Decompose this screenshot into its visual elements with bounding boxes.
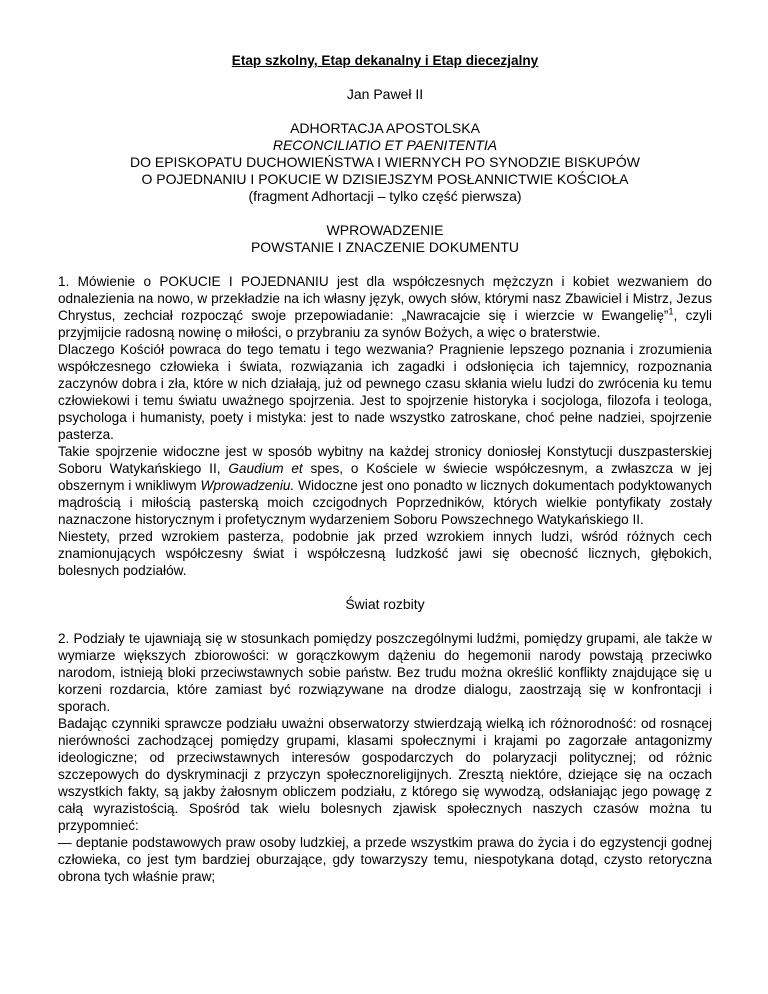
paragraph-1: 1. Mówienie o POKUCIE I POJEDNANIU jest dla współczesnych mężczyzn i kobiet wezwaniem do odnalezienia na nowo, w przekładzie na ich własny język, owych słów, którymi nasz Zbawiciel i Mistrz, Jezus Chrystus, zechciał rozpocząć swoje przepowiadanie: „Nawracajcie się i wierzcie w Ewangelię”$^1$, czyli przyjmijcie radosną nowinę o miłości, o przybraniu za synów Bożych, a więc o braterstwie. [58, 274, 713, 340]
document-header [58, 52, 712, 256]
latin-title-line: RECONCILIATIO ET PAENITENTIA [272, 137, 498, 153]
addressees-line: DO EPISKOPATU DUCHOWIEŃSTWA I WIERNYCH PO SYNODZIE BISKUPÓW [129, 154, 640, 170]
section-heading: Świat rozbity [345, 596, 425, 612]
paragraph-6: Badając czynniki sprawcze podziału uważni obserwatorzy stwierdzają wielką ich różnorodność: od rosnącej nierówności zachodzącej pomiędzy grupami, klasami społecznymi i krajami po zagorzałe antagonizmy ideologiczne; od przeciwstawnych interesów gospodarczych do polaryzacji politycznej; od różnic szczepowych do dyskryminacji z przyczyn społecznoreligijnych. Zresztą niektóre, dziejące się na oczach wszystkich fakty, są jakby żałosnym obliczem podziału, z którego się wywodzą, odsłaniając jego powagę z całą wyrazistością. Spośród tak wielu bolesnych zjawisk społecznych naszych czasów można tu przypomnieć: [58, 716, 712, 833]
paragraph-3: Takie spojrzenie widoczne jest w sposób wybitny na każdej stronicy doniosłej Konstytucji duszpasterskiej Soboru Watykańskiego II, Gaudium et spes, o Kościele w świecie współczesnym, a zwłaszcza w jej obszernym i wnikliwym Wprowadzeniu. Widoczne jest ono ponadto w licznych dokumentach podyktowanych mądrością i miłością pasterską moich czcigodnych Poprzedników, których wielkie pontyfikaty zostały naznaczone historycznym i profetycznym wydarzeniem Soboru Powszechnego Watykańskiego II. [58, 444, 712, 527]
subject-line: O POJEDNANIU I POKUCIE W DZISIEJSZYM POSŁANNICTWIE KOŚCIOŁA [141, 171, 629, 187]
paragraph-7: — deptanie podstawowych praw osoby ludzkiej, a przede wszystkim prawa do życia i do egzystencji godnej człowieka, co jest tym bardziej oburzające, gdy towarzyszy temu, niespotykana dotąd, czysto retoryczna obrona tych właśnie praw; [58, 835, 712, 884]
paragraph-4: Niestety, przed wzrokiem pasterza, podobnie jak przed wzrokiem innych ludzi, wśród różnych cech znamionujących współczesny świat i współczesną ludzkość jawi się obecność licznych, głębokich, bolesnych podziałów. [58, 529, 712, 578]
paragraph-5: 2. Podziały te ujawniają się w stosunkach pomiędzy poszczególnymi ludźmi, pomiędzy grupami, ale także w wymiarze większych zbiorowości: w gorączkowym dążeniu do hegemonii narody powstają przeciwko narodom, istnieją bloki przeciwstawnych sobie państw. Bez trudu można określić konflikty znajdujące się u korzeni rozdarcia, które zamiast być rozwiązywane na drodze dialogu, zaostrzają się w konfrontacji i sporach. [58, 631, 712, 714]
paragraph-2: Dlaczego Kościół powraca do tego tematu i tego wezwania? Pragnienie lepszego poznania i zrozumienia współczesnego człowieka i świata, rozwiązania ich zagadki i odsłonięcia ich tajemnicy, rozpoznania zaczynów dobra i zła, które w nich działają, już od pewnego czasu skłania wielu ludzi do zwrócenia ku temu człowiekowi i temu światu uważnego spojrzenia. Jest to spojrzenie historyka i socjologa, filozofa i teologa, psychologa i humanisty, poety i mistyka: jest to nade wszystko zatroskane, choć pełne nadziei, spojrzenie pasterza. [58, 342, 712, 442]
document-title: Etap szkolny, Etap dekanalny i Etap diecezjalny [231, 53, 539, 68]
intro-heading: WPROWADZENIE [326, 222, 444, 238]
doc-type-line: ADHORTACJA APOSTOLSKA [290, 120, 480, 136]
document-page [58, 52, 712, 885]
intro-subheading: POWSTANIE I ZNACZENIE DOKUMENTU [250, 239, 520, 255]
author-line: Jan Paweł II [346, 86, 424, 102]
fragment-note: (fragment Adhortacji – tylko część pierwsza) [248, 188, 522, 204]
